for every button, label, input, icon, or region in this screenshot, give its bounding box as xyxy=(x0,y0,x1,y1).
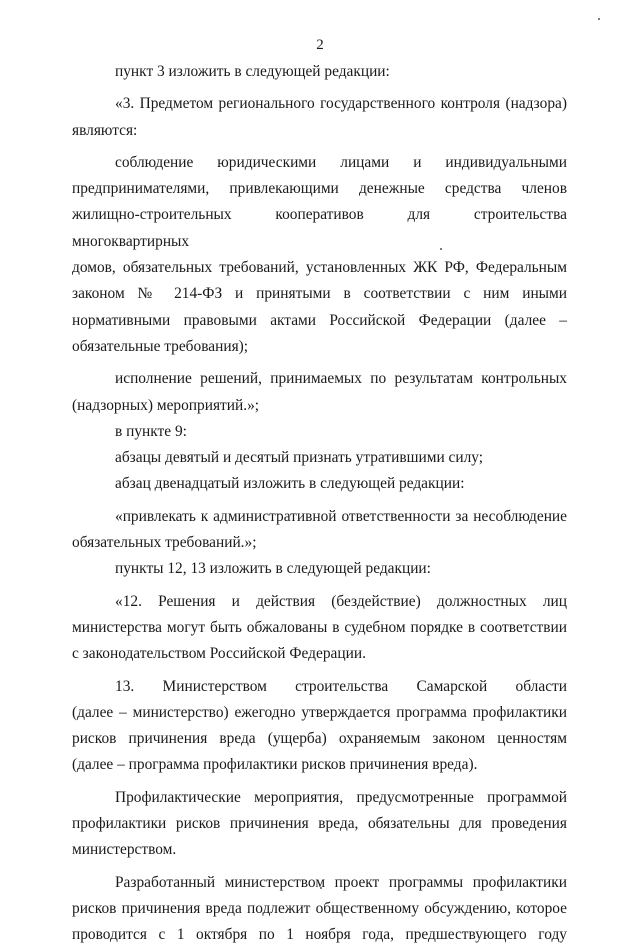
paragraph-line: «3. Предметом регионального государственного контроля (надзора) xyxy=(115,95,567,113)
paragraph: в пункте 9: xyxy=(115,422,187,440)
paragraph-line: являются: xyxy=(72,121,138,139)
paragraph-line: рисков причинения вреда подлежит общественному обсуждению, которое xyxy=(72,899,567,917)
paragraph-line: 13. Министерством строительства Самарской области xyxy=(115,677,567,695)
paragraph-line: исполнение решений, принимаемых по результатам контрольных xyxy=(115,370,567,388)
paragraph-line: с законодательством Российской Федерации. xyxy=(72,645,366,663)
paragraph xyxy=(72,870,567,949)
paragraph-line: жилищно-строительных кооперативов для строительства многоквартирных xyxy=(72,206,567,250)
paragraph-line: проводится с 1 октября по 1 ноября года, предшествующего году xyxy=(72,926,567,944)
paragraph-line: Разработанный министерством проект программы профилактики xyxy=(115,873,567,891)
document-body xyxy=(72,59,567,949)
paragraph-line: (далее – министерство) ежегодно утверждается программа профилактики xyxy=(72,703,567,721)
paragraph-line: законом № 214-ФЗ и принятыми в соответствии с ним иными xyxy=(72,285,567,303)
paragraph: пункт 3 изложить в следующей редакции: xyxy=(115,63,390,80)
paragraph-line: обязательные требования); xyxy=(72,337,249,355)
paragraph xyxy=(72,589,567,668)
paragraph-line: «привлекать к административной ответственности за несоблюдение xyxy=(115,507,567,525)
paragraph-line: профилактики рисков причинения вреда, обязательны для проведения xyxy=(72,815,567,833)
paragraph: пункты 12, 13 изложить в следующей редакции: xyxy=(115,560,431,578)
paragraph-line: (далее – программа профилактики рисков причинения вреда). xyxy=(72,756,478,774)
paragraph xyxy=(72,674,567,779)
paragraph: абзац двенадцатый изложить в следующей редакции: xyxy=(115,475,465,493)
paragraph xyxy=(72,366,567,419)
paragraph-line: домов, обязательных требований, установленных ЖК РФ, Федеральным xyxy=(72,259,567,277)
paragraph-line: нормативными правовыми актами Российской Федерации (далее – xyxy=(72,311,567,329)
paragraph-line: министерства могут быть обжалованы в судебном порядке в соответствии xyxy=(72,618,567,636)
paragraph-line: Профилактические мероприятия, предусмотренные программой xyxy=(115,788,567,806)
scan-speck xyxy=(598,18,600,20)
paragraph-line: соблюдение юридическими лицами и индивидуальными xyxy=(115,153,567,171)
paragraph-line: обязательных требований.»; xyxy=(72,534,257,552)
paragraph xyxy=(72,785,567,864)
paragraph xyxy=(72,91,567,144)
paragraph: абзацы девятый и десятый признать утратившими силу; xyxy=(115,449,484,467)
page-number: 2 xyxy=(316,37,324,53)
paragraph xyxy=(72,504,567,557)
paragraph-line: (надзорных) мероприятий.»; xyxy=(72,396,260,414)
paragraph-line: предпринимателями, привлекающими денежные средства членов xyxy=(72,180,567,198)
paragraph-line: рисков причинения вреда (ущерба) охраняемым законом ценностям xyxy=(72,730,567,748)
paragraph-line: министерством. xyxy=(72,841,177,859)
paragraph xyxy=(72,150,567,360)
paragraph-line: «12. Решения и действия (бездействие) должностных лиц xyxy=(115,592,567,610)
